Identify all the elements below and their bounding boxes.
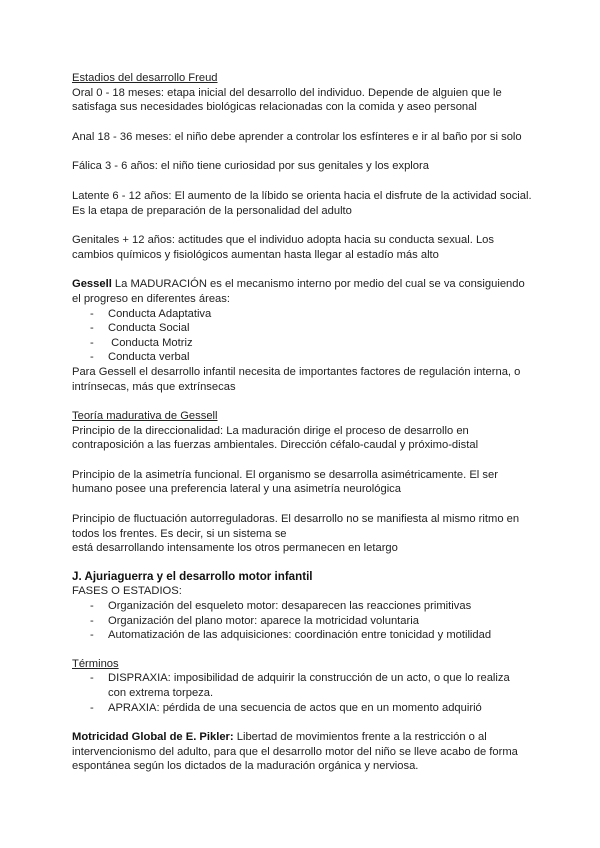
terminos-title: Términos <box>72 657 119 670</box>
pikler-text: Libertad de movimientos frente a la restricción o al intervencionismo del adulto, para que el desarrollo motor del niño se lleve acabo de forma espontánea según los dictados de la maduración orgánica y nerviosa. <box>72 731 518 773</box>
list-item: - Organización del plano motor: aparece la motricidad voluntaria <box>72 614 532 629</box>
teoria-principle-3: Principio de fluctuación autorreguladoras. El desarrollo no se manifiesta al mismo ritmo en todos los frentes. Es decir, si un sistema se <box>72 513 520 540</box>
teoria-principle-2: Principio de la asimetría funcional. El organismo se desarrolla asimétricamente. El ser humano posee una preferencia lateral y una asimetría neurológica <box>72 468 498 496</box>
teoria-principle-3-cont: está desarrollando intensamente los otros permanecen en letargo <box>72 542 398 555</box>
terminos-list <box>72 671 532 715</box>
gessell-intro-paragraph <box>72 277 532 306</box>
freud-falica: Fálica 3 - 6 años: el niño tiene curiosidad por sus genitales y los explora <box>72 160 429 173</box>
freud-latente: Latente 6 - 12 años: El aumento de la líbido se orienta hacia el disfrute de la actividad social. Es la etapa de preparación de la personalidad del adulto <box>72 189 532 217</box>
freud-oral: Oral 0 - 18 meses: etapa inicial del desarrollo del individuo. Depende de alguien que le satisfaga sus necesidades biológicas relacionadas con la comida y aseo personal <box>72 86 502 114</box>
gessell-name: Gessell <box>72 278 112 291</box>
pikler-title: Motricidad Global de E. Pikler: <box>72 731 234 744</box>
gessell-outro: Para Gessell el desarrollo infantil necesita de importantes factores de regulación interna, o intrínsecas, más que extrínsecas <box>72 365 521 393</box>
list-item: - DISPRAXIA: imposibilidad de adquirir la construcción de un acto, o que lo realiza con extrema torpeza. <box>72 671 532 700</box>
list-item: - Conducta Adaptativa <box>72 307 532 322</box>
ajuriaguerra-title: J. Ajuriaguerra y el desarrollo motor infantil <box>72 569 313 583</box>
gessell-list <box>72 307 532 365</box>
document-body <box>72 71 532 774</box>
freud-genitales: Genitales + 12 años: actitudes que el individuo adopta hacia su conducta sexual. Los cambios químicos y fisiológicos aumentan hasta llegar al estadío más alto <box>72 234 494 261</box>
ajuriaguerra-subtitle: FASES O ESTADIOS: <box>72 585 182 598</box>
freud-title: Estadios del desarrollo Freud <box>72 72 218 84</box>
teoria-title: Teoría madurativa de Gessell <box>72 410 218 423</box>
teoria-principle-1: Principio de la direccionalidad: La maduración dirige el proceso de desarrollo en contraposición a las fuerzas ambientales. Dirección céfalo-caudal y próximo-distal <box>72 424 479 452</box>
pikler-paragraph <box>72 730 532 774</box>
list-item: - Conducta Motriz <box>72 336 532 351</box>
ajuriaguerra-list <box>72 599 532 643</box>
list-item: - Organización del esqueleto motor: desaparecen las reacciones primitivas <box>72 599 532 614</box>
list-item: - Conducta verbal <box>72 350 532 365</box>
list-item: - APRAXIA: pérdida de una secuencia de actos que en un momento adquirió <box>72 701 532 716</box>
gessell-intro: La MADURACIÓN es el mecanismo interno por medio del cual se va consiguiendo el progreso en diferentes áreas: <box>72 278 525 305</box>
list-item: - Conducta Social <box>72 321 532 336</box>
freud-anal: Anal 18 - 36 meses: el niño debe aprender a controlar los esfínteres e ir al baño por si solo <box>72 130 522 143</box>
list-item: - Automatización de las adquisiciones: coordinación entre tonicidad y motilidad <box>72 628 532 643</box>
